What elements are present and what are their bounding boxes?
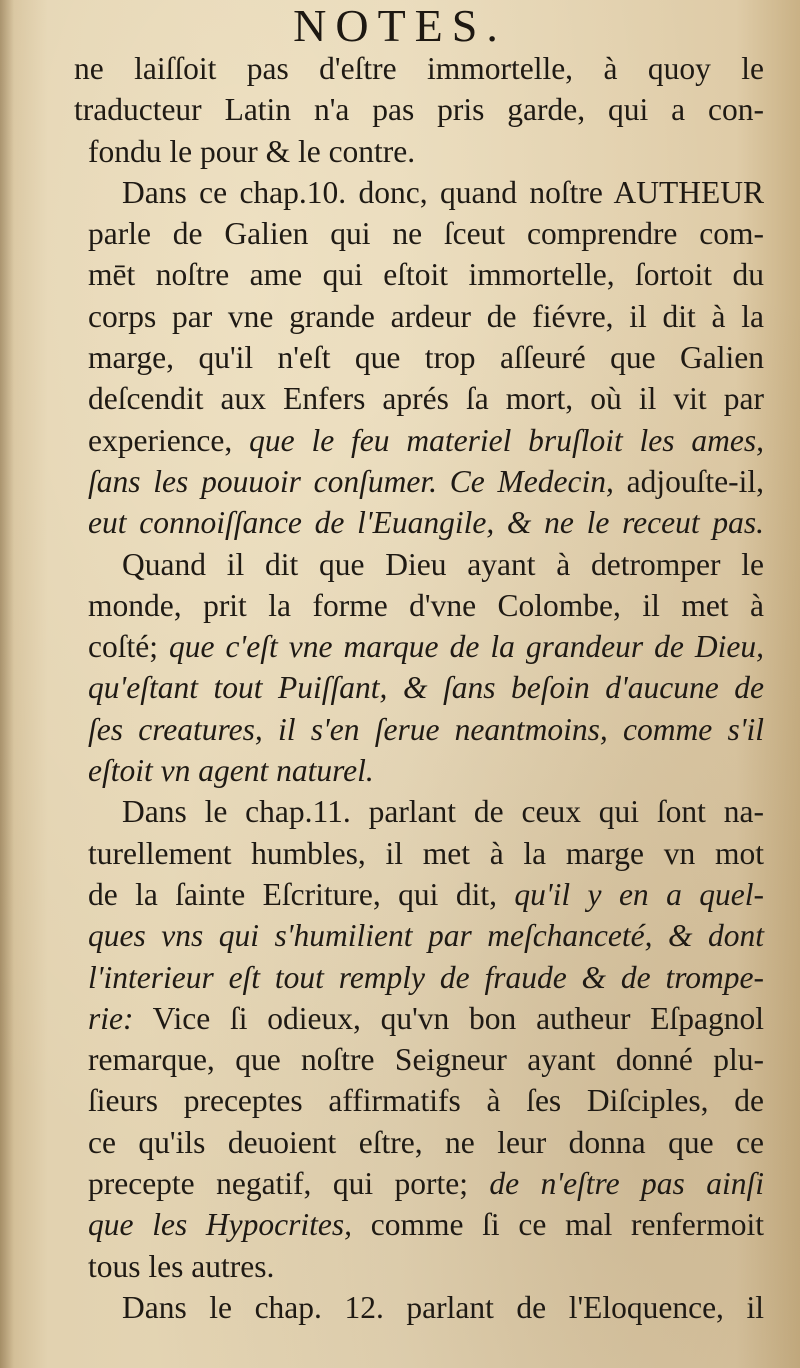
- roman-segment: Quand il dit que Dieu ayant à detromper le: [122, 546, 764, 582]
- text-line: [88, 502, 764, 543]
- roman-segment: parle de Galien qui ne ſceut comprendre com-: [88, 216, 764, 252]
- text-line: [88, 420, 764, 461]
- italic-segment: rie:: [88, 1000, 134, 1036]
- roman-segment: Dans ce chap.10. donc, quand noſtre AUTHEUR: [122, 174, 764, 210]
- text-line: [88, 957, 764, 998]
- roman-segment: coſté;: [88, 629, 169, 665]
- text-line: [88, 1163, 764, 1204]
- text-line: [88, 213, 764, 254]
- roman-segment: ſieurs preceptes affirmatifs à ſes Diſciples, de: [88, 1083, 764, 1119]
- text-line: [88, 172, 764, 213]
- italic-segment: eſtoit vn agent naturel.: [88, 753, 374, 789]
- roman-segment: corps par vne grande ardeur de fiévre, il dit à la: [88, 298, 764, 334]
- roman-segment: deſcendit aux Enfers aprés ſa mort, où il vit par: [88, 381, 764, 417]
- text-line: [88, 874, 764, 915]
- roman-segment: tous les autres.: [88, 1248, 275, 1284]
- roman-segment: ne laiſſoit pas d'eſtre immortelle, à quoy le: [74, 51, 764, 86]
- roman-segment: remarque, que noſtre Seigneur ayant donné plu-: [88, 1042, 764, 1078]
- italic-segment: l'interieur eſt tout remply de fraude & de trompe-: [88, 959, 764, 995]
- text-line: [88, 1287, 764, 1328]
- italic-segment: de n'eſtre pas ainſi: [489, 1166, 764, 1202]
- text-line: [88, 254, 764, 295]
- text-line: [88, 998, 764, 1039]
- text-line: [88, 915, 764, 956]
- roman-segment: adjouſte-il,: [613, 463, 764, 499]
- text-line: [88, 585, 764, 626]
- roman-segment: Dans le chap.11. parlant de ceux qui ſont na-: [122, 794, 764, 830]
- italic-segment: qu'eſtant tout Puiſſant, & ſans beſoin d'aucune de: [88, 670, 764, 706]
- text-line: [88, 791, 764, 832]
- roman-segment: mēt noſtre ame qui eſtoit immortelle, ſortoit du: [88, 257, 764, 293]
- roman-segment: comme ſi ce mal renfermoit: [352, 1207, 764, 1243]
- italic-segment: ques vns qui s'humilient par meſchanceté, & dont: [88, 918, 764, 954]
- roman-segment: monde, prit la forme d'vne Colombe, il met à: [88, 587, 764, 623]
- roman-segment: Vice ſi odieux, qu'vn bon autheur Eſpagnol: [133, 1000, 764, 1036]
- text-line: [88, 1122, 764, 1163]
- italic-segment: que les Hypocrites,: [88, 1207, 353, 1243]
- italic-segment: ſes creatures, il s'en ſerue neantmoins, comme s'il: [88, 711, 764, 747]
- text-line: [88, 378, 764, 419]
- text-line: [74, 48, 764, 89]
- text-line: [88, 1246, 764, 1287]
- roman-segment: turellement humbles, il met à la marge vn mot: [88, 835, 764, 871]
- text-line: [88, 544, 764, 585]
- text-line: [88, 461, 764, 502]
- italic-segment: eut connoiſſance de l'Euangile, & ne le receut pas.: [88, 505, 764, 541]
- binding-shadow: [0, 0, 14, 1368]
- text-line: [88, 131, 764, 172]
- roman-segment: precepte negatif, qui porte;: [88, 1166, 490, 1202]
- roman-segment: marge, qu'il n'eſt que trop aſſeuré que Galien: [88, 340, 764, 376]
- roman-segment: experience,: [88, 422, 250, 458]
- text-line: [88, 1204, 764, 1245]
- roman-segment: de la ſainte Eſcriture, qui dit,: [88, 876, 515, 912]
- italic-segment: que c'eſt vne marque de la grandeur de Dieu,: [169, 629, 764, 665]
- text-line: [88, 667, 764, 708]
- text-line: [88, 337, 764, 378]
- roman-segment: fondu le pour & le contre.: [88, 133, 416, 169]
- italic-segment: que le feu materiel bruſloit les ames,: [249, 422, 764, 458]
- running-head: NOTES.: [293, 0, 507, 51]
- text-line: [88, 750, 764, 791]
- text-line: [88, 833, 764, 874]
- text-line: [88, 296, 764, 337]
- page-body-text: [74, 48, 764, 1328]
- italic-segment: qu'il y en a quel-: [514, 876, 764, 912]
- text-line: [88, 1080, 764, 1121]
- text-line: [88, 709, 764, 750]
- italic-segment: ſans les pouuoir conſumer. Ce Medecin,: [88, 463, 614, 499]
- roman-segment: ce qu'ils deuoient eſtre, ne leur donna que ce: [88, 1124, 764, 1160]
- text-line: [88, 626, 764, 667]
- roman-segment: traducteur Latin n'a pas pris garde, qui a con-: [74, 92, 764, 128]
- roman-segment: Dans le chap. 12. parlant de l'Eloquence, il: [122, 1289, 764, 1325]
- text-line: [74, 89, 764, 130]
- text-line: [88, 1039, 764, 1080]
